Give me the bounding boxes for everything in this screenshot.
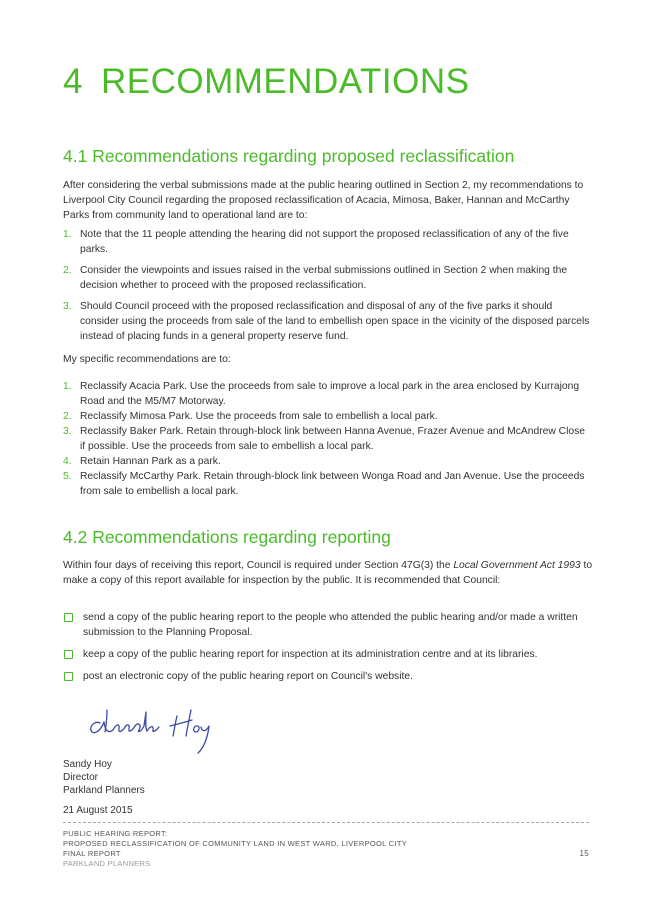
- bullet-item: [63, 669, 593, 684]
- list-item: [63, 469, 593, 499]
- item-text: Note that the 11 people attending the hearing did not support the proposed reclassification of any of the five parks.: [80, 229, 569, 255]
- footer-line-3: FINAL REPORT: [63, 849, 121, 858]
- item-number: 1.: [63, 381, 72, 392]
- list-item: [63, 299, 593, 344]
- section-4-1-title: 4.1 Recommendations regarding proposed reclassification: [63, 146, 515, 166]
- bullet-text: send a copy of the public hearing report to the people who attended the public hearing and/or made a written submission to the Planning Proposal.: [83, 612, 578, 638]
- footer-line-1: PUBLIC HEARING REPORT:: [63, 829, 168, 838]
- item-text: Should Council proceed with the proposed reclassification and disposal of any of the five parks it should consider using the proceeds from sale of the land to embellish open space in the vicinity of the disposed parcels instead of placing funds in a general property reserve fund.: [80, 301, 590, 342]
- bullet-text: keep a copy of the public hearing report for inspection at its administration centre and at its libraries.: [83, 649, 538, 660]
- list-item: [63, 227, 593, 257]
- signatory-name: Sandy Hoy: [63, 759, 112, 770]
- page-number: 15: [579, 849, 589, 858]
- item-text: Retain Hannan Park as a park.: [80, 456, 221, 467]
- page-footer: [63, 829, 589, 869]
- item-text: Reclassify Mimosa Park. Use the proceeds from sale to embellish a local park.: [80, 411, 438, 422]
- item-number: 2.: [63, 411, 72, 422]
- item-text: Consider the viewpoints and issues raised in the verbal submissions outlined in Section 2 when making the decision whether to proceed with the proposed reclassification.: [80, 265, 568, 291]
- chapter-number: 4: [63, 62, 83, 101]
- specific-recommendations-list: [63, 379, 593, 499]
- signatory-company: Parkland Planners: [63, 785, 145, 796]
- item-number: 4.: [63, 456, 72, 467]
- general-recommendations-list: [63, 227, 593, 344]
- checkbox-bullet-icon: [64, 672, 73, 681]
- act-title: Local Government Act 1993: [453, 560, 581, 571]
- item-number: 1.: [63, 229, 72, 240]
- reporting-bullet-list: [63, 610, 593, 691]
- section-4-2-intro: [63, 558, 593, 588]
- footer-firm: PARKLAND PLANNERS: [63, 859, 151, 868]
- footer-line-2: PROPOSED RECLASSIFICATION OF COMMUNITY LAND IN WEST WARD, LIVERPOOL CITY: [63, 839, 408, 848]
- intro-text-b: to make a copy of this report available for inspection by the public. It is recommended that Council:: [63, 560, 593, 586]
- item-number: 5.: [63, 471, 72, 482]
- checkbox-bullet-icon: [64, 613, 73, 622]
- bullet-item: [63, 610, 593, 640]
- chapter-heading: [63, 62, 470, 102]
- specific-intro: My specific recommendations are to:: [63, 354, 231, 365]
- checkbox-bullet-icon: [64, 650, 73, 659]
- signoff-block: [63, 758, 145, 797]
- list-item: [63, 424, 593, 454]
- report-date: 21 August 2015: [63, 805, 133, 816]
- item-text: Reclassify McCarthy Park. Retain through-block link between Wonga Road and Jan Avenue. Use the proceeds from sale to embellish a local park.: [80, 471, 585, 497]
- section-4-2-title: 4.2 Recommendations regarding reporting: [63, 527, 391, 547]
- item-number: 2.: [63, 265, 72, 276]
- chapter-title: RECOMMENDATIONS: [100, 62, 470, 101]
- item-number: 3.: [63, 426, 72, 437]
- list-item: [63, 379, 593, 409]
- footer-divider: [63, 822, 589, 823]
- list-item: [63, 409, 593, 424]
- handwritten-signature: [86, 698, 226, 758]
- list-item: [63, 263, 593, 293]
- item-number: 3.: [63, 301, 72, 312]
- bullet-text: post an electronic copy of the public hearing report on Council's website.: [83, 671, 413, 682]
- intro-text-a: Within four days of receiving this report, Council is required under Section 47G(3) the: [63, 560, 454, 571]
- bullet-item: [63, 647, 593, 662]
- section-4-1-intro: After considering the verbal submissions made at the public hearing outlined in Section 2, my recommendations to Liverpool City Council regarding the proposed reclassification of Acacia, Mimosa, Baker, Hannan and McCarthy Parks from community land to operational land are to:: [63, 180, 584, 221]
- signatory-role: Director: [63, 772, 99, 783]
- item-text: Reclassify Acacia Park. Use the proceeds from sale to improve a local park in the area enclosed by Kurrajong Road and the M5/M7 Motorway.: [80, 381, 580, 407]
- item-text: Reclassify Baker Park. Retain through-block link between Hanna Avenue, Frazer Avenue and McAndrew Close if possible. Use the proceeds from sale to embellish a local park.: [80, 426, 586, 452]
- list-item: [63, 454, 593, 469]
